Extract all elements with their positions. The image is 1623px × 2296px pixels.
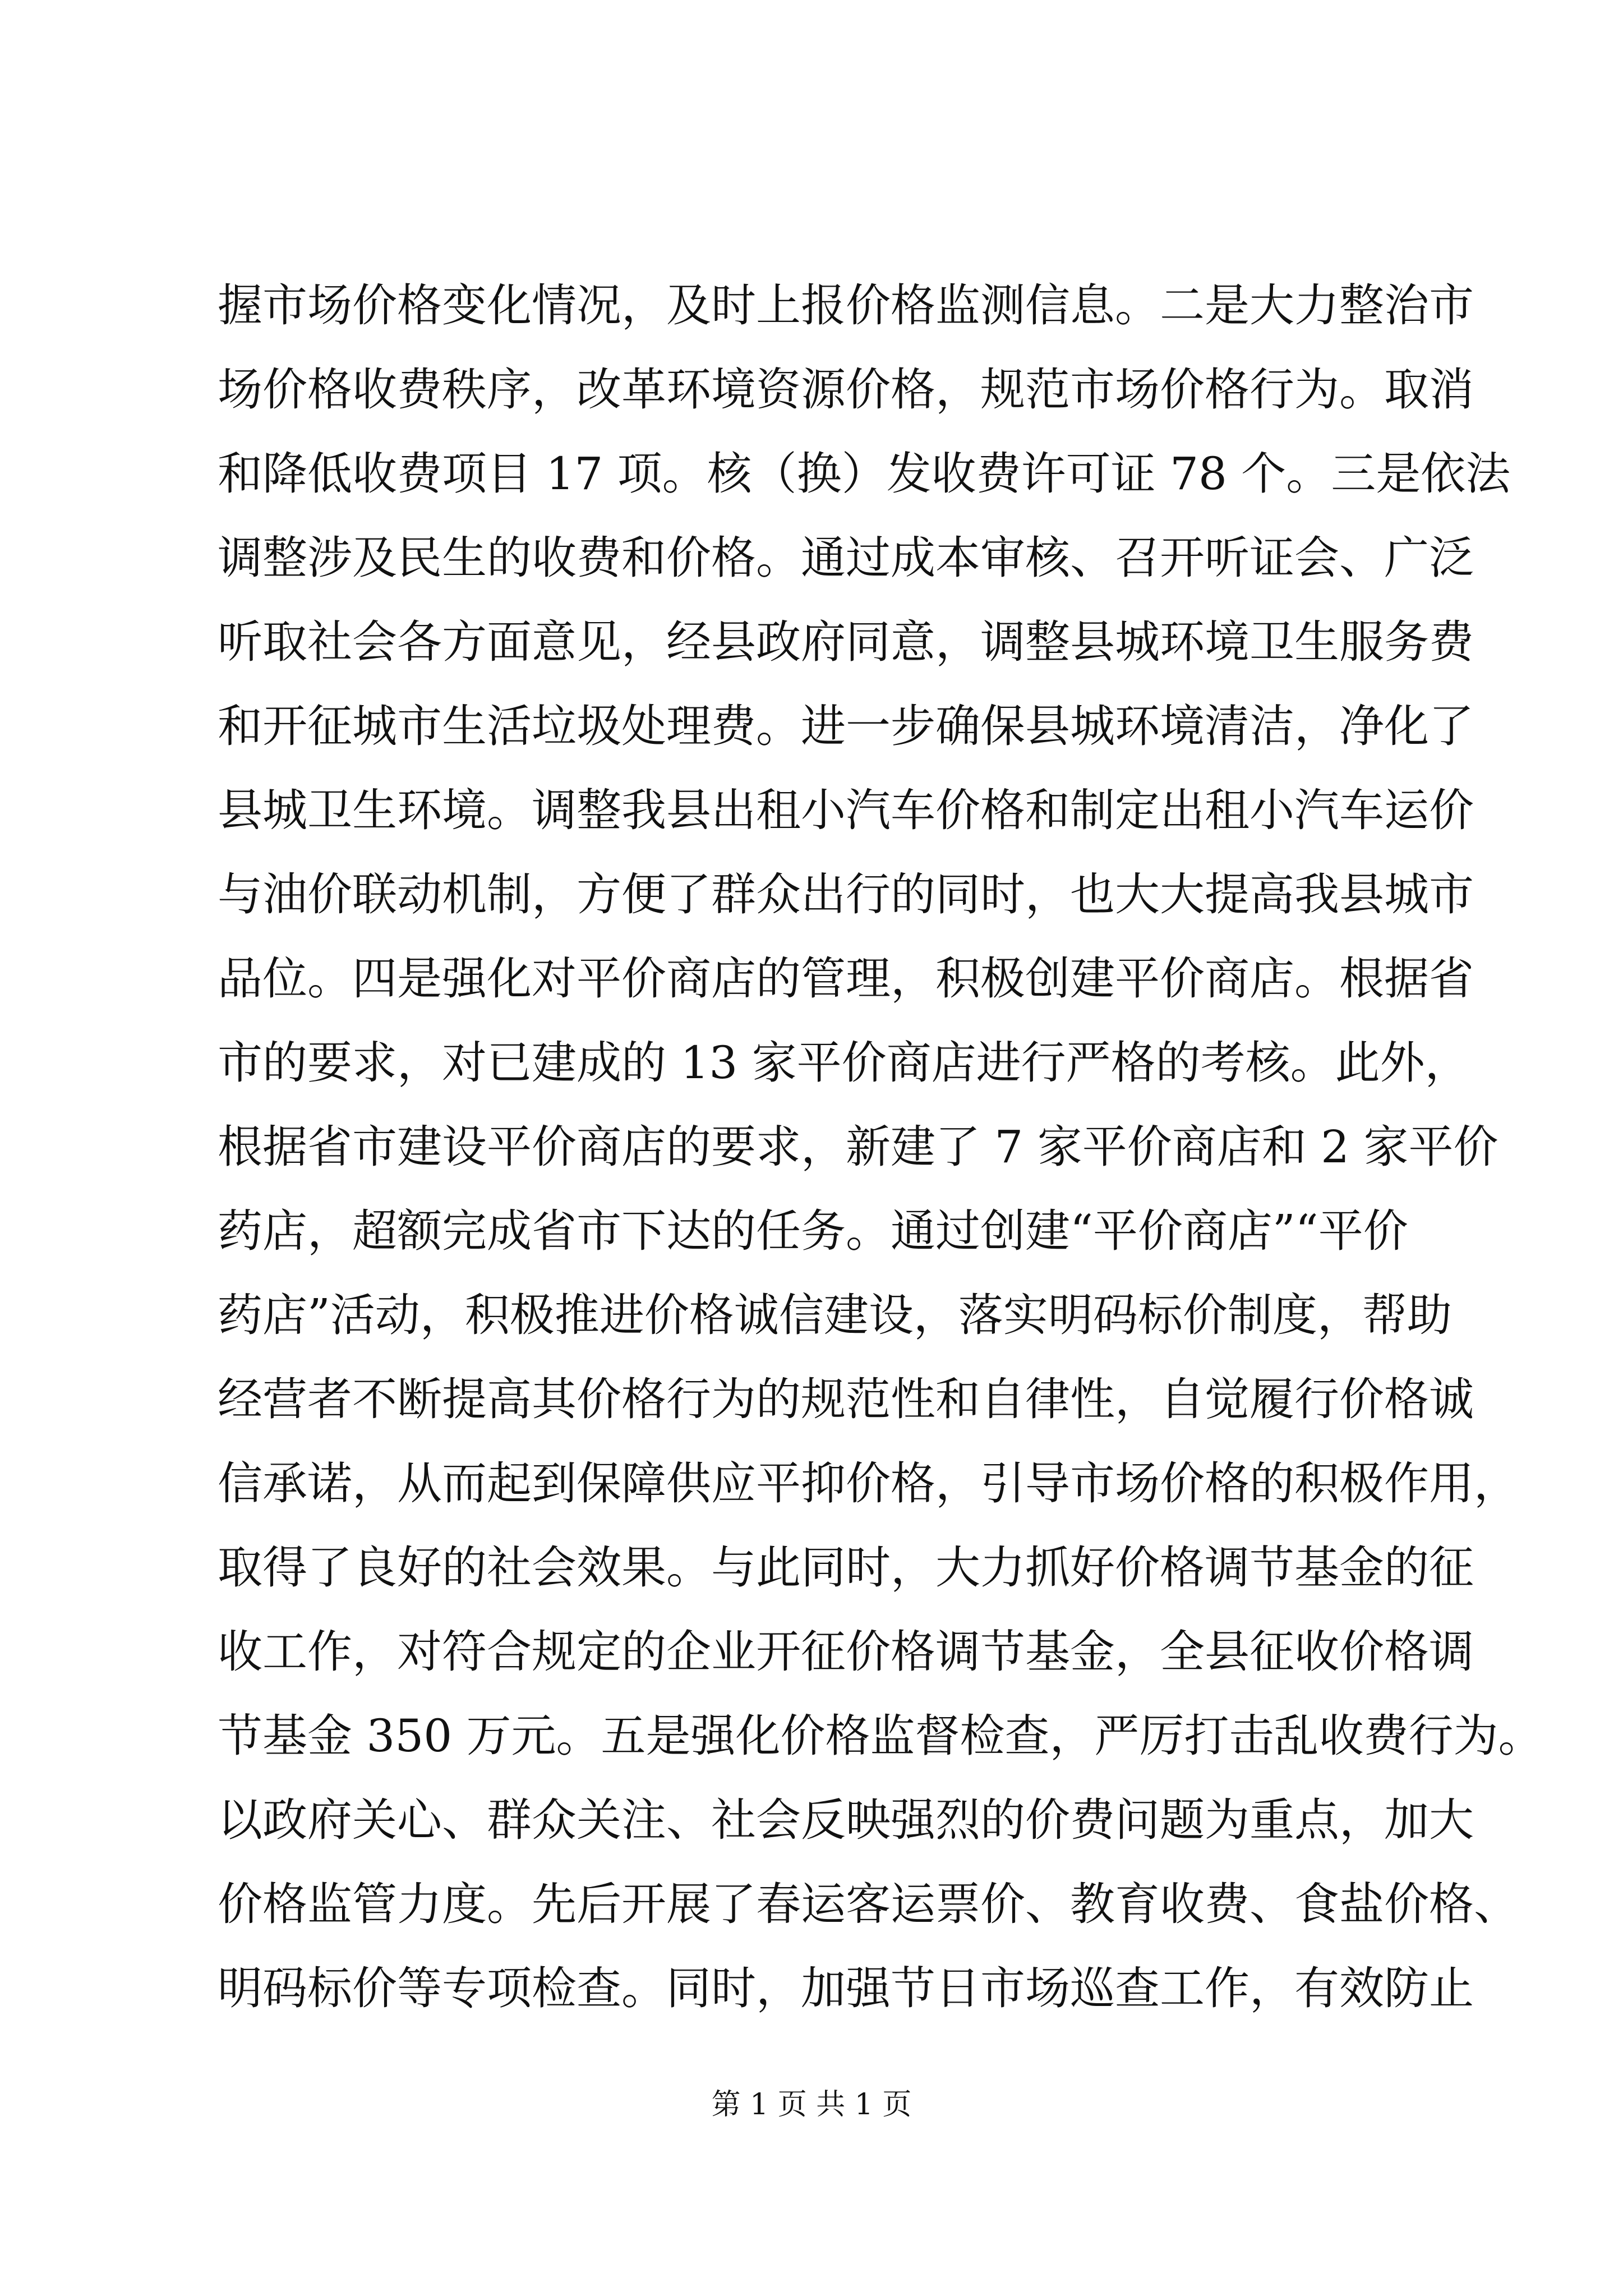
text-line: 与油价联动机制，方便了群众出行的同时，也大大提高我县城市	[218, 868, 1474, 921]
text-line: 品位。四是强化对平价商店的管理，积极创建平价商店。根据省	[218, 953, 1474, 1005]
text-line: 握市场价格变化情况，及时上报价格监测信息。二是大力整治市	[218, 279, 1474, 332]
text-line: 以政府关心、群众关注、社会反映强烈的价费问题为重点，加大	[218, 1794, 1474, 1846]
text-line: 根据省市建设平价商店的要求，新建了 7 家平价商店和 2 家平价	[218, 1121, 1498, 1173]
body-paragraph	[218, 264, 1543, 2031]
text-line: 听取社会各方面意见，经县政府同意，调整县城环境卫生服务费	[218, 616, 1474, 668]
text-line: 价格监管力度。先后开展了春运客运票价、教育收费、食盐价格、	[218, 1878, 1519, 1930]
text-line: 市的要求，对已建成的 13 家平价商店进行严格的考核。此外，	[218, 1037, 1470, 1089]
text-line: 药店”活动，积极推进价格诚信建设，落实明码标价制度，帮助	[218, 1289, 1452, 1341]
text-line: 场价格收费秩序，改革环境资源价格，规范市场价格行为。取消	[218, 364, 1474, 416]
text-line: 和降低收费项目 17 项。核（换）发收费许可证 78 个。三是依法	[218, 448, 1511, 500]
text-line: 经营者不断提高其价格行为的规范性和自律性，自觉履行价格诚	[218, 1373, 1474, 1425]
text-line: 取得了良好的社会效果。与此同时，大力抓好价格调节基金的征	[218, 1542, 1474, 1594]
text-line: 节基金 350 万元。五是强化价格监督检查，严厉打击乱收费行为。	[218, 1710, 1543, 1762]
text-line: 信承诺，从而起到保障供应平抑价格，引导市场价格的积极作用，	[218, 1457, 1519, 1510]
page-footer: 第 1 页 共 1 页	[711, 2088, 912, 2122]
text-line: 调整涉及民生的收费和价格。通过成本审核、召开听证会、广泛	[218, 532, 1474, 584]
text-line: 药店，超额完成省市下达的任务。通过创建“平价商店”“平价	[218, 1205, 1408, 1257]
text-line: 收工作，对符合规定的企业开征价格调节基金，全县征收价格调	[218, 1626, 1474, 1678]
text-line: 明码标价等专项检查。同时，加强节日市场巡查工作，有效防止	[218, 1962, 1474, 2014]
text-line: 和开征城市生活垃圾处理费。进一步确保县城环境清洁，净化了	[218, 700, 1474, 752]
text-line: 县城卫生环境。调整我县出租小汽车价格和制定出租小汽车运价	[218, 784, 1474, 836]
